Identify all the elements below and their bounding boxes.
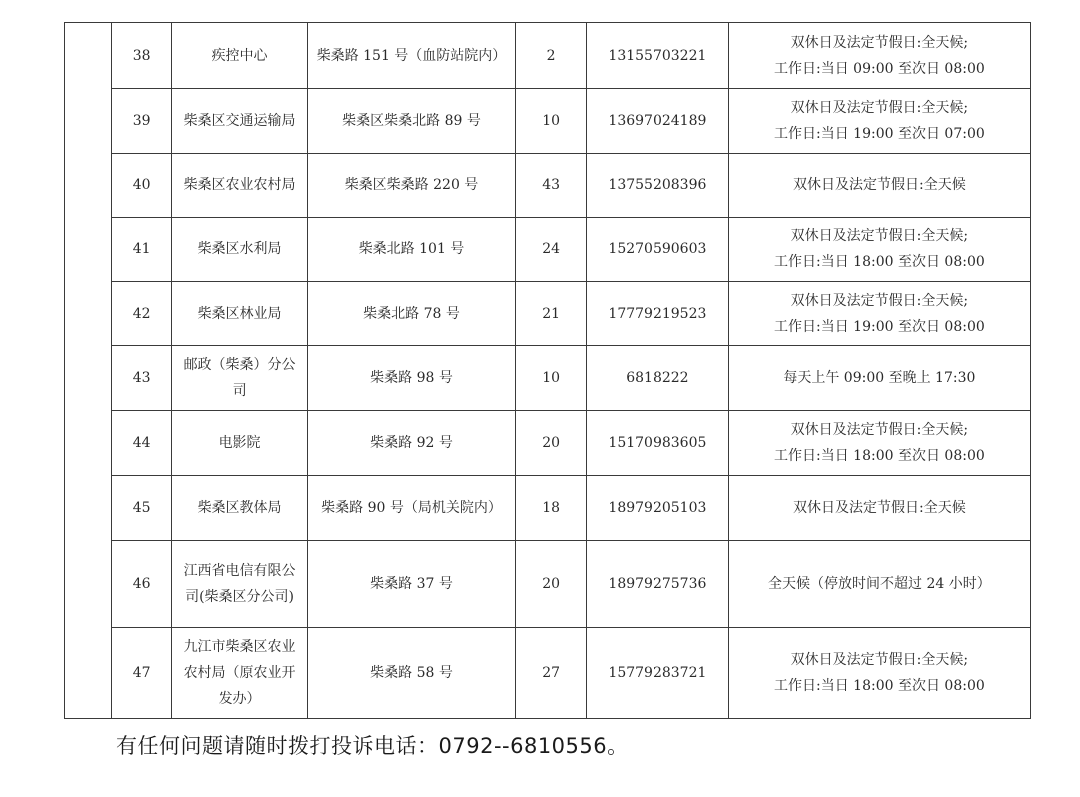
cell-hours <box>728 217 1030 281</box>
parking-table <box>64 22 1031 719</box>
table-row <box>65 282 1031 346</box>
cell-hours <box>728 282 1030 346</box>
cell-phone: 13155703221 <box>587 23 729 89</box>
cell-name: 疾控中心 <box>172 23 307 89</box>
cell-name: 九江市柴桑区农业农村局（原农业开发办） <box>172 627 307 718</box>
cell-name: 江西省电信有限公司(柴桑区分公司) <box>172 541 307 627</box>
cell-phone: 15779283721 <box>587 627 729 718</box>
cell-number: 47 <box>111 627 171 718</box>
cell-hours <box>728 89 1030 153</box>
cell-number: 44 <box>111 410 171 475</box>
cell-address: 柴桑区柴桑路 220 号 <box>307 153 515 217</box>
hours-line: 双休日及法定节假日:全天候; <box>790 421 969 438</box>
hours-line: 每天上午 09:00 至晚上 17:30 <box>783 369 976 386</box>
cell-name: 电影院 <box>172 410 307 475</box>
table-row <box>65 346 1031 410</box>
hours-line: 双休日及法定节假日:全天候; <box>790 34 969 51</box>
hours-line: 双休日及法定节假日:全天候; <box>790 292 969 309</box>
cell-address: 柴桑路 90 号（局机关院内） <box>307 475 515 540</box>
cell-spaces: 21 <box>516 282 587 346</box>
complaint-hotline-note: 有任何问题请随时拨打投诉电话：0792--6810556。 <box>116 734 629 758</box>
merged-lead-cell <box>65 23 112 719</box>
cell-name: 柴桑区教体局 <box>172 475 307 540</box>
cell-phone: 18979205103 <box>587 475 729 540</box>
hours-line: 工作日:当日 18:00 至次日 08:00 <box>774 254 985 271</box>
hours-line: 工作日:当日 19:00 至次日 07:00 <box>774 125 985 142</box>
cell-number: 43 <box>111 346 171 410</box>
hours-line: 工作日:当日 09:00 至次日 08:00 <box>774 60 985 77</box>
cell-hours <box>728 23 1030 89</box>
cell-phone: 18979275736 <box>587 541 729 627</box>
cell-spaces: 10 <box>516 346 587 410</box>
cell-number: 40 <box>111 153 171 217</box>
cell-number: 42 <box>111 282 171 346</box>
cell-address: 柴桑路 98 号 <box>307 346 515 410</box>
table-row <box>65 627 1031 718</box>
cell-number: 38 <box>111 23 171 89</box>
cell-hours <box>728 627 1030 718</box>
cell-phone: 15270590603 <box>587 217 729 281</box>
cell-spaces: 18 <box>516 475 587 540</box>
cell-name: 柴桑区林业局 <box>172 282 307 346</box>
cell-number: 45 <box>111 475 171 540</box>
hours-line: 工作日:当日 18:00 至次日 08:00 <box>774 677 985 694</box>
table-row <box>65 475 1031 540</box>
cell-spaces: 10 <box>516 89 587 153</box>
cell-spaces: 24 <box>516 217 587 281</box>
cell-name: 柴桑区交通运输局 <box>172 89 307 153</box>
table-row <box>65 89 1031 153</box>
cell-name: 柴桑区水利局 <box>172 217 307 281</box>
hours-line: 双休日及法定节假日:全天候 <box>793 177 966 194</box>
cell-address: 柴桑路 58 号 <box>307 627 515 718</box>
cell-spaces: 2 <box>516 23 587 89</box>
cell-address: 柴桑路 37 号 <box>307 541 515 627</box>
cell-spaces: 43 <box>516 153 587 217</box>
hours-line: 工作日:当日 19:00 至次日 08:00 <box>774 318 985 335</box>
table-row <box>65 541 1031 627</box>
cell-hours <box>728 541 1030 627</box>
table-row <box>65 217 1031 281</box>
table-row <box>65 153 1031 217</box>
cell-address: 柴桑路 92 号 <box>307 410 515 475</box>
cell-hours <box>728 346 1030 410</box>
table-row <box>65 23 1031 89</box>
cell-name: 柴桑区农业农村局 <box>172 153 307 217</box>
hours-line: 双休日及法定节假日:全天候; <box>790 99 969 116</box>
hours-line: 双休日及法定节假日:全天候; <box>790 228 969 245</box>
hours-line: 双休日及法定节假日:全天候; <box>790 651 969 668</box>
cell-spaces: 20 <box>516 541 587 627</box>
hours-line: 工作日:当日 18:00 至次日 08:00 <box>774 447 985 464</box>
cell-number: 46 <box>111 541 171 627</box>
cell-phone: 15170983605 <box>587 410 729 475</box>
cell-phone: 13697024189 <box>587 89 729 153</box>
cell-spaces: 27 <box>516 627 587 718</box>
cell-phone: 17779219523 <box>587 282 729 346</box>
hours-line: 双休日及法定节假日:全天候 <box>793 500 966 517</box>
cell-spaces: 20 <box>516 410 587 475</box>
hours-line: 全天候（停放时间不超过 24 小时） <box>768 575 991 592</box>
cell-address: 柴桑北路 101 号 <box>307 217 515 281</box>
cell-address: 柴桑北路 78 号 <box>307 282 515 346</box>
cell-address: 柴桑路 151 号（血防站院内） <box>307 23 515 89</box>
cell-hours <box>728 410 1030 475</box>
cell-number: 39 <box>111 89 171 153</box>
cell-phone: 13755208396 <box>587 153 729 217</box>
cell-hours <box>728 153 1030 217</box>
cell-address: 柴桑区柴桑北路 89 号 <box>307 89 515 153</box>
cell-name: 邮政（柴桑）分公司 <box>172 346 307 410</box>
cell-hours <box>728 475 1030 540</box>
cell-phone: 6818222 <box>587 346 729 410</box>
cell-number: 41 <box>111 217 171 281</box>
table-row <box>65 410 1031 475</box>
